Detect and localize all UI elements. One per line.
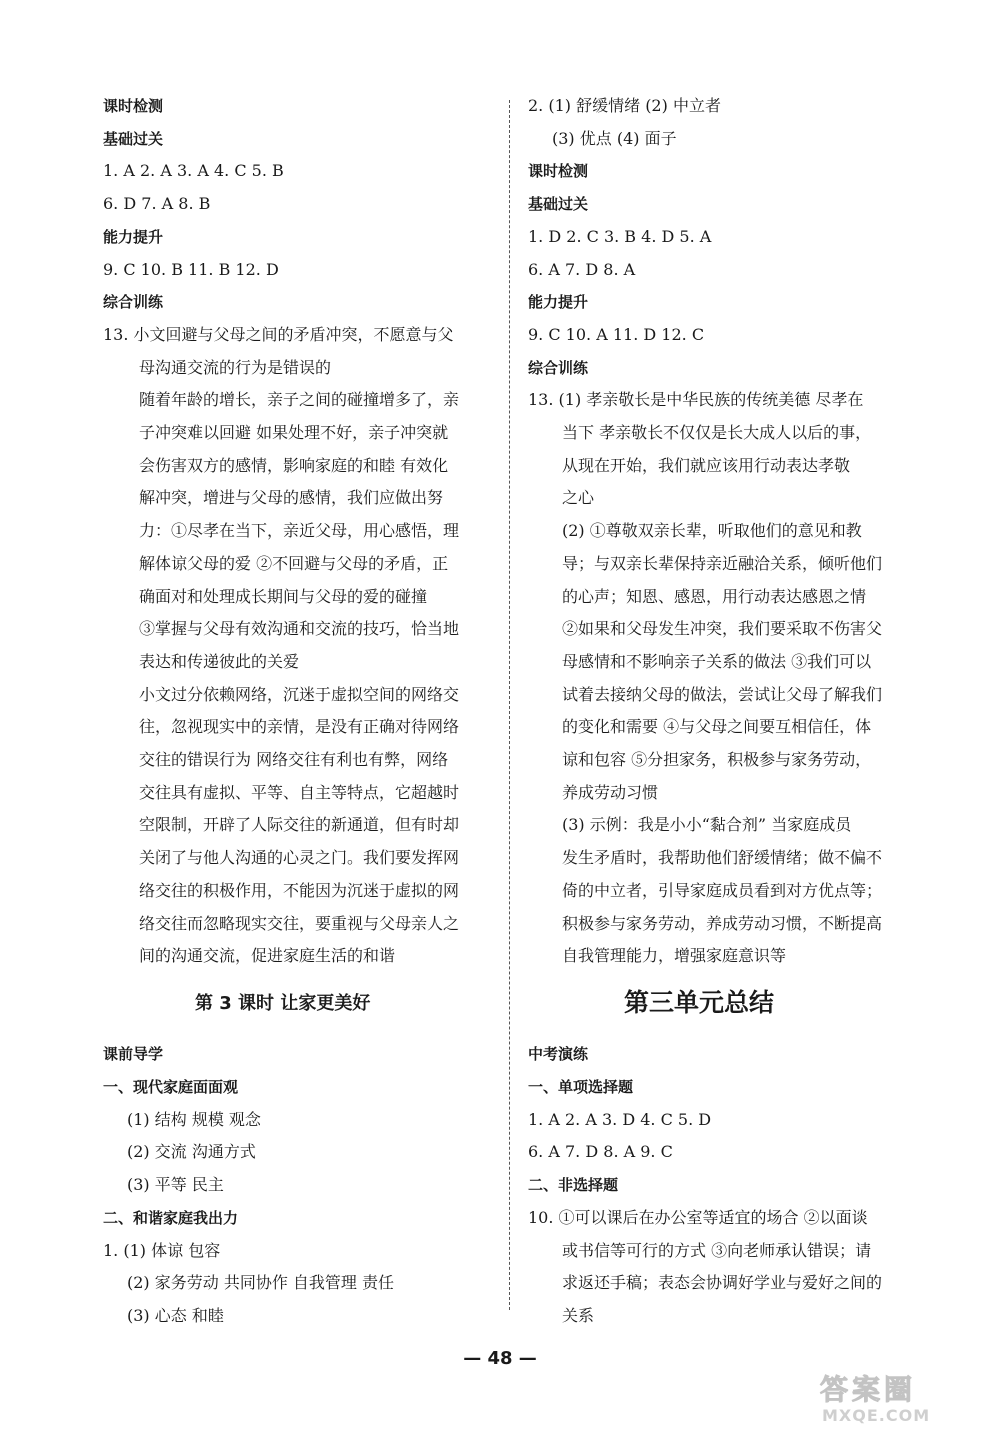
section-heading: 一、单项选择题 [528,1078,634,1096]
answer-line: 13. 小文回避与父母之间的矛盾冲突，不愿意与父 [103,324,454,344]
answer-line: 试着去接纳父母的做法，尝试让父母了解我们 [562,684,883,704]
answer-line: 关系 [562,1305,595,1325]
answer-line: 养成劳动习惯 [562,782,659,802]
section-heading: 二、非选择题 [528,1176,619,1195]
answer-line: 1. D 2. C 3. B 4. D 5. A [528,226,712,246]
section-heading: 基础过关 [528,195,589,214]
section-heading: 二、和谐家庭我出力 [103,1208,239,1227]
answer-line: 6. D 7. A 8. B [103,194,211,214]
answer-line: ③掌握与父母有效沟通和交流的技巧，恰当地 [139,619,460,639]
answer-line: (3) 平等 民主 [127,1175,224,1195]
answer-line: 关闭了与他人沟通的心灵之门。我们要发挥网 [139,848,460,868]
answer-line: 10. ①可以课后在办公室等适宜的场合 ②以面谈 [528,1207,868,1227]
answer-line: 子冲突难以回避 如果处理不好，亲子冲突就 [139,423,449,442]
answer-line: 9. C 10. B 11. B 12. D [103,259,279,279]
answer-line: (2) 家务劳动 共同协作 自我管理 责任 [127,1273,395,1293]
answer-line: 之心 [562,488,595,508]
answer-line: 谅和包容 ⑤分担家务，积极参与家务劳动， [562,750,872,769]
answer-line: 积极参与家务劳动，养成劳动习惯，不断提高 [562,913,883,933]
section-heading: 能力提升 [103,227,164,246]
answer-line: 确面对和处理成长期间与父母的爱的碰撞 [139,586,428,606]
answer-line: 1. A 2. A 3. A 4. C 5. B [103,161,284,181]
answer-line: 小文过分依赖网络，沉迷于虚拟空间的网络交 [139,684,460,704]
section-heading: 一、现代家庭面面观 [103,1078,239,1096]
answer-line: ②如果和父母发生冲突，我们要采取不伤害父 [562,619,883,639]
answer-line: 发生矛盾时，我帮助他们舒缓情绪；做不偏不 [562,848,883,868]
section-heading: 课时检测 [528,162,589,181]
answer-line: 络交往的积极作用，不能因为沉迷于虚拟的网 [139,880,460,900]
answer-line: 随着年龄的增长，亲子之间的碰撞增多了，亲 [139,390,460,410]
answer-line: 空限制，开辟了人际交往的新通道，但有时却 [139,815,460,835]
section-heading: 基础过关 [103,129,164,148]
answer-line: 1. (1) 体谅 包容 [103,1240,221,1260]
answer-line: 当下 孝亲敬长不仅仅是长大成人以后的事， [562,423,872,442]
answer-line: 解体谅父母的爱 ②不回避与父母的矛盾，正 [139,553,449,573]
answer-line: 或书信等可行的方式 ③向老师承认错误；请 [562,1240,872,1260]
section-heading: 课时检测 [103,97,164,115]
section-heading: 课前导学 [103,1045,164,1064]
answer-line: 的变化和需要 ④与父母之间要互相信任，体 [562,717,872,737]
answer-line: 力：①尽孝在当下，亲近父母，用心感悟，理 [139,521,460,541]
answer-line: 解冲突，增进与父母的感情，我们应做出努 [139,488,444,508]
answer-line: 2. (1) 舒缓情绪 (2) 中立者 [528,96,721,115]
answer-line: 导；与双亲长辈保持亲近融洽关系，倾听他们 [562,553,883,573]
answer-line: 交往的错误行为 网络交往有利也有弊，网络 [139,750,449,769]
answer-line: 13. (1) 孝亲敬长是中华民族的传统美德 尽孝在 [528,390,864,410]
answer-line: 9. C 10. A 11. D 12. C [528,324,705,344]
answer-line: 6. A 7. D 8. A 9. C [528,1142,673,1162]
answer-line: 母沟通交流的行为是错误的 [139,357,332,377]
column-divider [509,100,510,1310]
watermark-logo [812,1368,988,1426]
answer-line: 会伤害双方的感情，影响家庭的和睦 有效化 [139,455,449,475]
answer-line: 自我管理能力，增强家庭意识等 [562,946,787,966]
answer-line: (3) 示例：我是小小“黏合剂” 当家庭成员 [562,815,852,835]
answer-line: (1) 结构 规模 观念 [127,1109,261,1129]
answer-line: 的心声；知恩、感恩，用行动表达感恩之情 [562,586,867,606]
section-heading: 中考演练 [528,1045,589,1064]
section-heading: 能力提升 [528,293,589,312]
answer-line: (2) ①尊敬双亲长辈，听取他们的意见和教 [562,521,862,541]
answer-line: 母感情和不影响亲子关系的做法 ③我们可以 [562,651,872,671]
answer-line: (3) 心态 和睦 [127,1305,224,1325]
page-number: — 48 — [463,1348,537,1369]
answer-line: 交往具有虚拟、平等、自主等特点，它超越时 [139,782,460,802]
watermark-text-top: 答案圈 [820,1373,917,1406]
answer-line: 倚的中立者，引导家庭成员看到对方优点等； [562,880,883,900]
section-heading: 综合训练 [103,293,164,312]
right-section-title: 第三单元总结 [624,988,775,1017]
answer-line: (2) 交流 沟通方式 [127,1142,256,1162]
answer-line: (3) 优点 (4) 面子 [552,128,677,148]
answer-line: 从现在开始，我们就应该用行动表达孝敬 [562,455,851,475]
answer-line: 6. A 7. D 8. A [528,259,636,279]
answer-line: 求返还手稿；表态会协调好学业与爱好之间的 [562,1273,883,1293]
answer-line: 1. A 2. A 3. D 4. C 5. D [528,1109,712,1129]
answer-line: 往，忽视现实中的亲情，是没有正确对待网络 [139,717,460,737]
answer-line: 间的沟通交流，促进家庭生活的和谐 [139,946,396,966]
answer-line: 络交往而忽略现实交往，要重视与父母亲人之 [139,913,460,933]
left-section-title: 第 3 课时 让家更美好 [195,993,371,1014]
watermark-text-bottom: MXQE.COM [822,1406,931,1425]
section-heading: 综合训练 [528,358,589,377]
answer-line: 表达和传递彼此的关爱 [139,651,300,671]
